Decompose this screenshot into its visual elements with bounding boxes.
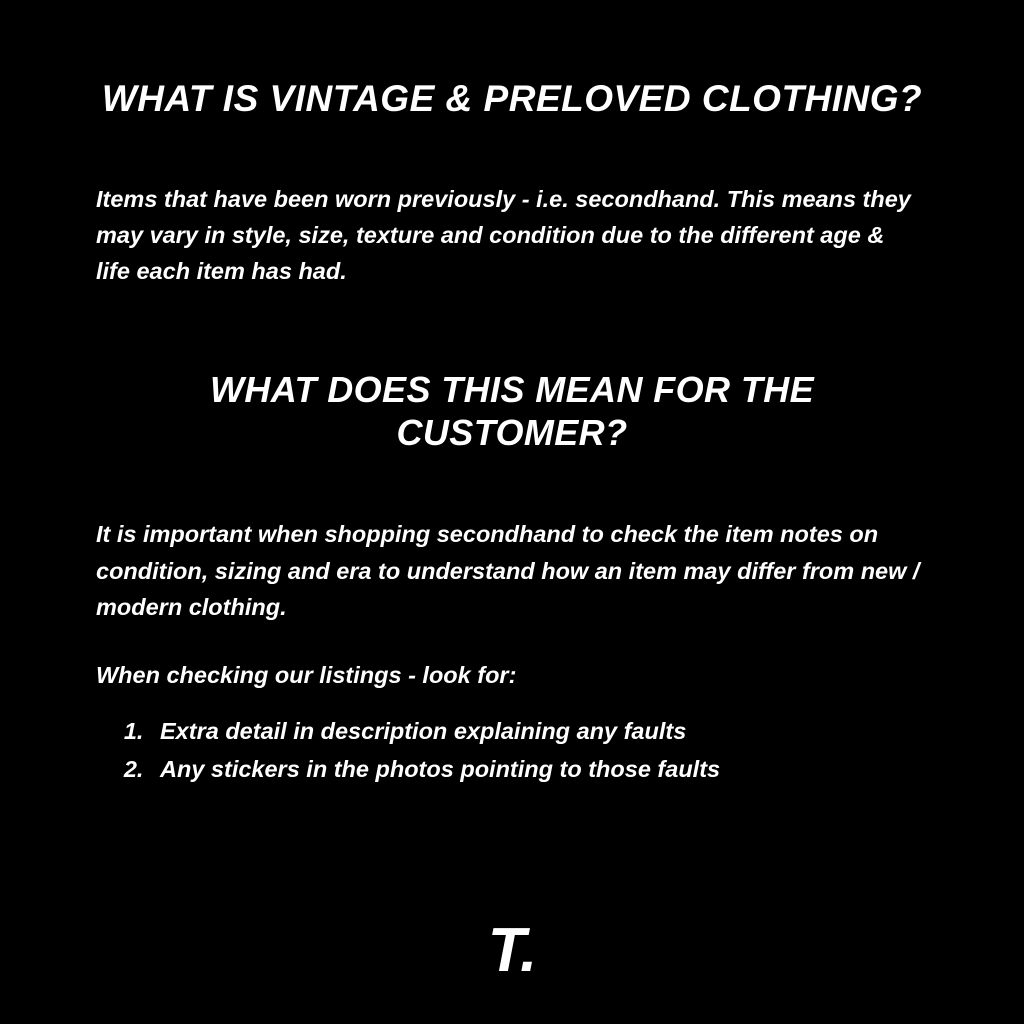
list-item: 2. Any stickers in the photos pointing to those faults (150, 750, 1024, 788)
customer-paragraph: It is important when shopping secondhand to check the item notes on condition, sizing and era to understand how an item may differ from new / modern clothing. (96, 521, 920, 621)
list-item: 1. Extra detail in description explaining any faults (150, 712, 1024, 750)
listings-lead-in: When checking our listings - look for: (96, 662, 517, 689)
brand-logo: T. (487, 916, 537, 985)
intro-paragraph: Items that have been worn previously - i.e. secondhand. This means they may vary in style, size, texture and condition due to the different age & life each item has had. (96, 185, 911, 285)
section-heading-customer: WHAT DOES THIS MEAN FOR THE CUSTOMER? (209, 368, 815, 453)
page-title: WHAT IS VINTAGE & PRELOVED CLOTHING? (101, 78, 923, 119)
check-list (0, 694, 1024, 788)
